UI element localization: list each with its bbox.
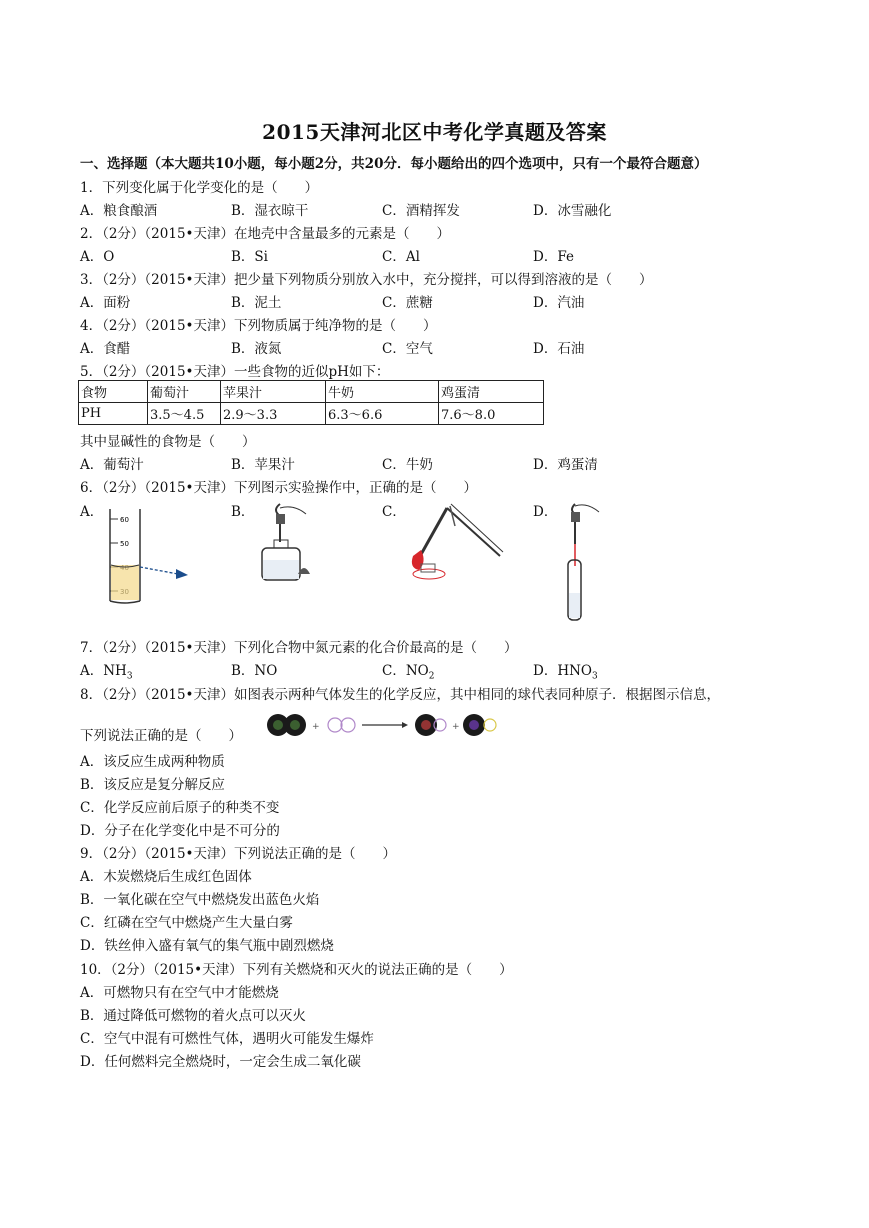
table-cell: 7.6～8.0 [439,403,544,425]
option-b: B．该反应是复分解反应 [80,777,225,793]
dropper-bottle-figure [250,500,330,585]
option-b: B．湿衣晾干 [231,203,309,219]
option-c: C．蔗糖 [382,295,433,311]
question-5: 5．（2分）（2015•天津）一些食物的近似pH如下： [80,364,390,380]
option-a: A．食醋 [80,341,131,357]
arrow-icon [402,722,408,728]
svg-text:+: + [312,722,320,732]
option-b: B．一氧化碳在空气中燃烧发出蓝色火焰 [80,892,320,908]
option-b: B．Si [231,249,268,265]
question-8: 8．（2分）（2015•天津）如图表示两种气体发生的化学反应，其中相同的球代表同种原子．根据图示信息， [80,687,720,703]
ph-table [78,380,544,425]
option-b: B．泥土 [231,295,282,311]
option-d: D． [533,504,558,520]
table-cell: 葡萄汁 [148,381,221,403]
option-a: A．葡萄汁 [80,457,144,473]
question-2: 2．（2分）（2015•天津）在地壳中含量最多的元素是（ ） [80,226,450,242]
option-b: B． [231,504,255,520]
option-d: D．任何燃料完全燃烧时，一定会生成二氧化碳 [80,1054,361,1070]
option-a: A．木炭燃烧后生成红色固体 [80,869,252,885]
svg-text:+: + [452,722,460,732]
question-7: 7．（2分）（2015•天津）下列化合物中氮元素的化合价最高的是（ ） [80,640,518,656]
table-cell: 2.9～3.3 [221,403,326,425]
option-c: C．空气 [382,341,433,357]
option-c: C．化学反应前后原子的种类不变 [80,800,280,816]
table-row [79,381,544,403]
option-text: C．NO [382,663,429,679]
table-cell: 苹果汁 [221,381,326,403]
subscript: 3 [591,671,598,682]
question-8-continued: 下列说法正确的是（ ） [80,728,242,744]
option-a: A． [80,504,104,520]
question-5-followup: 其中显碱性的食物是（ ） [80,434,256,450]
subscript: 2 [428,671,435,682]
question-10: 10．（2分）（2015•天津）下列有关燃烧和灭火的说法正确的是（ ） [80,962,513,978]
option-text: D．HNO [533,663,592,679]
option-b: B．通过降低可燃物的着火点可以灭火 [80,1008,306,1024]
option-d [533,659,598,682]
table-row [79,403,544,425]
heating-test-tube-figure [405,498,505,583]
option-c [382,659,434,682]
option-a: A．粮食酿酒 [80,203,158,219]
table-cell: PH [79,403,148,425]
dropper-test-tube-figure [555,498,615,628]
table-cell: 3.5～4.5 [148,403,221,425]
option-a: A．可燃物只有在空气中才能燃烧 [80,985,279,1001]
subscript: 3 [126,671,133,682]
option-a: A．面粉 [80,295,131,311]
option-d: D．汽油 [533,295,585,311]
option-b [231,659,277,682]
eye-icon [176,569,188,579]
table-cell: 6.3～6.6 [326,403,439,425]
page-title: 2015天津河北区中考化学真题及答案 [262,120,607,144]
option-c: C．空气中混有可燃性气体，遇明火可能发生爆炸 [80,1031,374,1047]
option-d: D．分子在化学变化中是不可分的 [80,823,280,839]
option-d: D．铁丝伸入盛有氧气的集气瓶中剧烈燃烧 [80,938,334,954]
table-cell: 鸡蛋清 [439,381,544,403]
option-c: C．Al [382,249,420,265]
graduated-cylinder-figure [100,505,195,605]
question-3: 3．（2分）（2015•天津）把少量下列物质分别放入水中，充分搅拌，可以得到溶液的是（ ） [80,272,653,288]
option-c: C．红磷在空气中燃烧产生大量白雾 [80,915,293,931]
option-d: D．鸡蛋清 [533,457,598,473]
option-a: A．该反应生成两种物质 [80,754,225,770]
table-cell: 食物 [79,381,148,403]
question-9: 9．（2分）（2015•天津）下列说法正确的是（ ） [80,846,396,862]
option-c: C．牛奶 [382,457,433,473]
tick-label: 60 [120,516,129,524]
option-c: C． [382,504,406,520]
option-b: B．液氮 [231,341,282,357]
question-6: 6．（2分）（2015•天津）下列图示实验操作中，正确的是（ ） [80,480,477,496]
option-text: B．NO [231,663,278,679]
option-d: D．冰雪融化 [533,203,612,219]
section-heading: 一、选择题（本大题共10小题，每小题2分，共20分．每小题给出的四个选项中，只有一个最符合题意） [80,156,708,172]
option-c: C．酒精挥发 [382,203,460,219]
question-1: 1．下列变化属于化学变化的是（ ） [80,180,319,196]
option-b: B．苹果汁 [231,457,295,473]
flame-icon [412,550,424,570]
table-cell: 牛奶 [326,381,439,403]
tick-label: 50 [120,540,129,548]
option-d: D．石油 [533,341,585,357]
option-text: A．NH [80,663,127,679]
option-a: A．O [80,249,115,265]
reaction-diagram [262,708,512,742]
option-d: D．Fe [533,249,574,265]
option-a [80,659,133,682]
question-4: 4．（2分）（2015•天津）下列物质属于纯净物的是（ ） [80,318,437,334]
